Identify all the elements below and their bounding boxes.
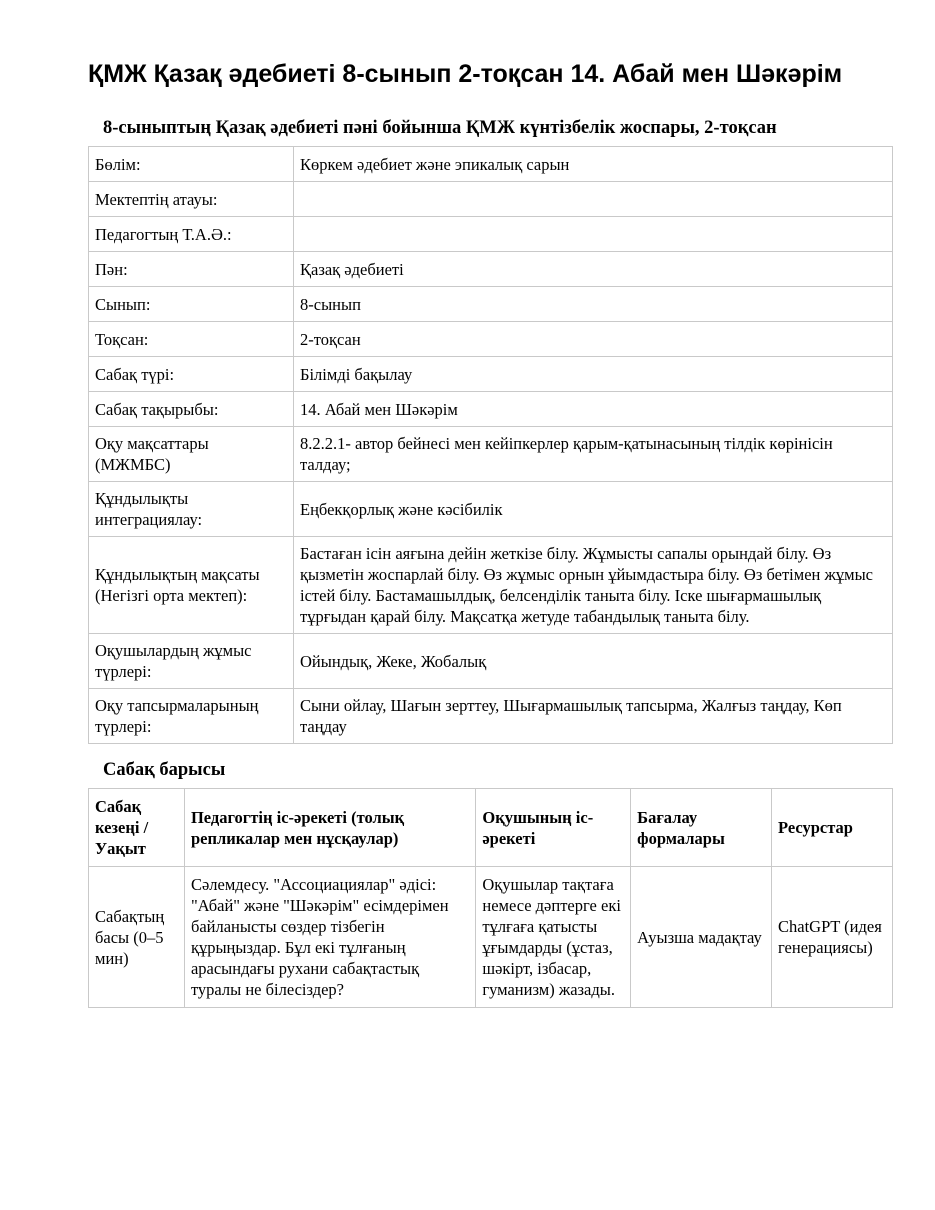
info-value: Ойындық, Жеке, Жобалық	[294, 634, 893, 689]
column-header-student: Оқушының іс-әрекеті	[476, 789, 631, 867]
info-value: 8.2.2.1- автор бейнесі мен кейіпкерлер қарым-қатынасының тілдік көрінісін талдау;	[294, 427, 893, 482]
info-label: Педагогтың Т.А.Ә.:	[89, 217, 294, 252]
info-row	[89, 427, 893, 482]
info-label: Құндылықты интеграциялау:	[89, 482, 294, 537]
info-label: Оқу тапсырмаларының түрлері:	[89, 689, 294, 744]
info-label: Оқу мақсаттары (МЖМБС)	[89, 427, 294, 482]
assessment-cell: Ауызша мадақтау	[631, 867, 772, 1008]
teacher-activity-cell: Сәлемдесу. "Ассоциациялар" әдісі: "Абай" және "Шәкәрім" есімдерімен байланысты сөздер тізбегін құрыңыздар. Бұл екі тұлғаның арасындағы рухани сабақтастық туралы не білесіздер?	[184, 867, 475, 1008]
info-row	[89, 634, 893, 689]
info-label: Бөлім:	[89, 147, 294, 182]
info-row	[89, 392, 893, 427]
info-label: Сабақ түрі:	[89, 357, 294, 392]
info-value: Бастаған ісін аяғына дейін жеткізе білу. Жұмысты сапалы орындай білу. Өз қызметін жоспарлай білу. Өз жұмыс орнын ұйымдастыра білу. Өз бетімен жұмыс істей білу. Бастамашылдық, белсенділік таныта білу. Іске шығармашылық тұрғыдан қарай білу. Мақсатқа жетуде табандылық таныта білу.	[294, 537, 893, 634]
lesson-flow-heading: Сабақ барысы	[103, 760, 226, 780]
info-label: Мектептің атауы:	[89, 182, 294, 217]
document-title: ҚМЖ Қазақ әдебиеті 8-сынып 2-тоқсан 14. Абай мен Шәкәрім	[88, 60, 843, 88]
info-label: Пән:	[89, 252, 294, 287]
info-label: Сабақ тақырыбы:	[89, 392, 294, 427]
table-row	[89, 867, 893, 1008]
info-row	[89, 357, 893, 392]
resources-cell: ChatGPT (идея генерациясы)	[772, 867, 893, 1008]
info-row	[89, 482, 893, 537]
info-label: Құндылықтың мақсаты (Негізгі орта мектеп):	[89, 537, 294, 634]
column-header-resources: Ресурстар	[772, 789, 893, 867]
column-header-assessment: Бағалау формалары	[631, 789, 772, 867]
info-value: Қазақ әдебиеті	[294, 252, 893, 287]
info-value	[294, 217, 893, 252]
info-value: Көркем әдебиет және эпикалық сарын	[294, 147, 893, 182]
info-value: Еңбекқорлық және кәсібилік	[294, 482, 893, 537]
lesson-flow-table	[88, 788, 893, 1008]
info-row	[89, 537, 893, 634]
plan-heading: 8-сыныптың Қазақ әдебиеті пәні бойынша ҚМЖ күнтізбелік жоспары, 2-тоқсан	[103, 118, 777, 138]
document-page	[88, 58, 893, 1008]
info-row	[89, 217, 893, 252]
info-label: Тоқсан:	[89, 322, 294, 357]
info-value	[294, 182, 893, 217]
student-activity-cell: Оқушылар тақтаға немесе дәптерге екі тұлғаға қатысты ұғымдарды (ұстаз, шәкірт, ізбасар, гуманизм) жазады.	[476, 867, 631, 1008]
info-value: 8-сынып	[294, 287, 893, 322]
info-label: Сынып:	[89, 287, 294, 322]
column-header-stage: Сабақ кезеңі / Уақыт	[89, 789, 185, 867]
lesson-info-table	[88, 146, 893, 744]
info-value: 2-тоқсан	[294, 322, 893, 357]
info-value: Білімді бақылау	[294, 357, 893, 392]
info-row	[89, 182, 893, 217]
stage-cell: Сабақтың басы (0–5 мин)	[89, 867, 185, 1008]
info-row	[89, 287, 893, 322]
info-row	[89, 252, 893, 287]
table-header-row	[89, 789, 893, 867]
info-row	[89, 689, 893, 744]
info-value: 14. Абай мен Шәкәрім	[294, 392, 893, 427]
info-label: Оқушылардың жұмыс түрлері:	[89, 634, 294, 689]
column-header-teacher: Педагогтің іс-әрекеті (толық репликалар мен нұсқаулар)	[184, 789, 475, 867]
info-row	[89, 147, 893, 182]
info-value: Сыни ойлау, Шағын зерттеу, Шығармашылық тапсырма, Жалғыз таңдау, Көп таңдау	[294, 689, 893, 744]
info-row	[89, 322, 893, 357]
